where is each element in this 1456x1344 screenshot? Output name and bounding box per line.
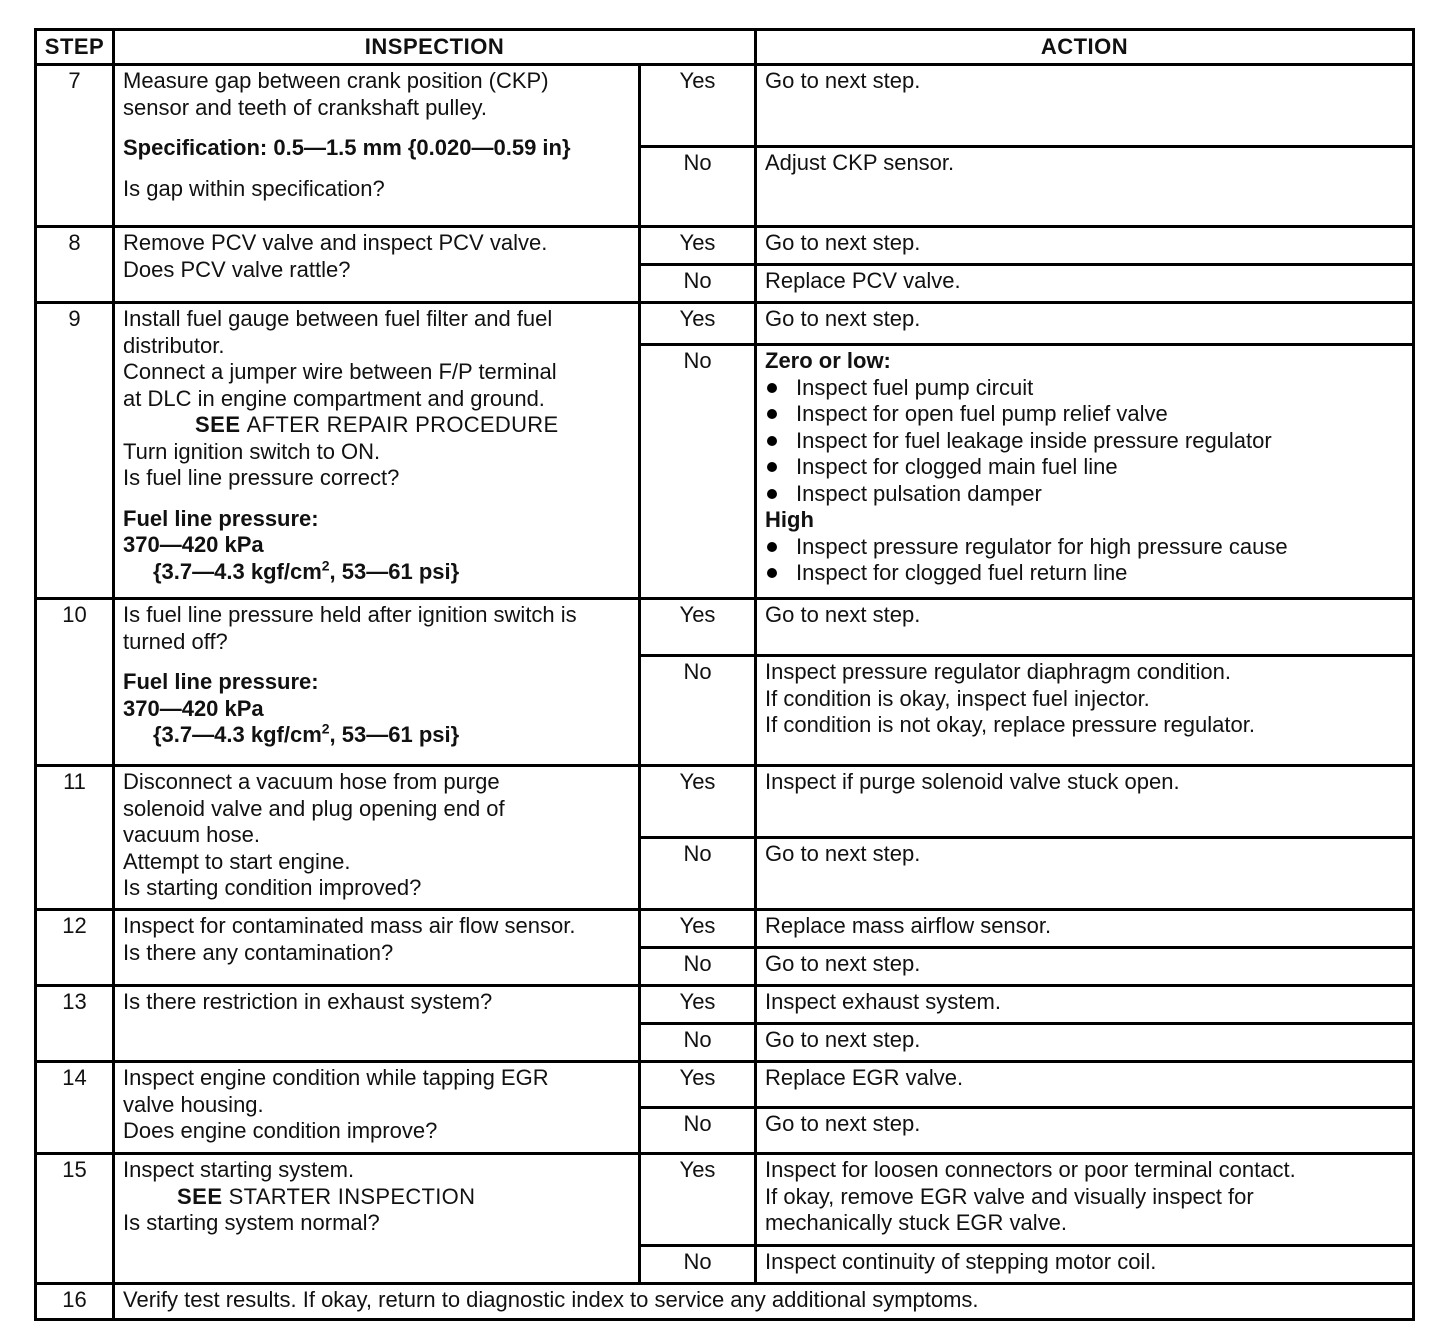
yes-action: Go to next step. xyxy=(756,599,1414,656)
no-action: Inspect continuity of stepping motor coil. xyxy=(756,1246,1414,1284)
step-8-yes-row xyxy=(36,227,1414,265)
yes-label: Yes xyxy=(640,1062,756,1108)
bullet-icon xyxy=(767,542,777,552)
yes-action: Replace EGR valve. xyxy=(756,1062,1414,1108)
inspection-cell xyxy=(114,1154,640,1284)
inspection-text: Attempt to start engine. xyxy=(123,848,351,874)
yes-label: Yes xyxy=(640,1154,756,1246)
list-item: Inspect pulsation damper xyxy=(765,481,1404,508)
bullet-icon xyxy=(767,489,777,499)
list-item: Inspect fuel pump circuit xyxy=(765,375,1404,402)
see-keyword: SEE xyxy=(177,1183,223,1209)
bullet-icon xyxy=(767,568,777,578)
yes-action: Go to next step. xyxy=(756,227,1414,265)
step-number: 14 xyxy=(36,1062,114,1154)
no-action: Replace PCV valve. xyxy=(756,265,1414,303)
inspection-text: sensor and teeth of crankshaft pulley. xyxy=(123,94,488,120)
inspection-question: Does engine condition improve? xyxy=(123,1118,438,1143)
no-label: No xyxy=(640,948,756,986)
inspection-text: Inspect for contaminated mass air flow sensor. xyxy=(123,913,576,938)
step-15-yes-row xyxy=(36,1154,1414,1246)
inspection-text: distributor. xyxy=(123,332,225,358)
inspection-text: Inspect starting system. xyxy=(123,1157,355,1182)
step-11-yes-row xyxy=(36,766,1414,838)
list-item: Inspect for clogged fuel return line xyxy=(765,560,1404,587)
inspection-cell xyxy=(114,910,640,986)
diagnostic-procedure-sheet xyxy=(34,28,1412,1321)
see-reference-title[interactable]: AFTER REPAIR PROCEDURE xyxy=(246,412,559,437)
inspection-cell: Is there restriction in exhaust system? xyxy=(114,986,640,1062)
fuel-pressure-label: Fuel line pressure: xyxy=(123,505,319,531)
step-13-yes-row xyxy=(36,986,1414,1024)
inspection-text: Turn ignition switch to ON. xyxy=(123,438,381,464)
inspection-text: at DLC in engine compartment and ground. xyxy=(123,385,545,411)
yes-label: Yes xyxy=(640,303,756,345)
step-number: 13 xyxy=(36,986,114,1062)
step-number: 7 xyxy=(36,65,114,227)
step-10-yes-row xyxy=(36,599,1414,656)
no-label: No xyxy=(640,656,756,766)
inspection-cell xyxy=(114,766,640,910)
fuel-pressure-label: Fuel line pressure: xyxy=(123,669,319,694)
no-action: Adjust CKP sensor. xyxy=(756,147,1414,227)
no-label: No xyxy=(640,265,756,303)
high-list xyxy=(765,534,1404,587)
bullet-icon xyxy=(767,462,777,472)
no-label: No xyxy=(640,147,756,227)
see-keyword: SEE xyxy=(195,412,241,437)
no-action: Go to next step. xyxy=(756,1024,1414,1062)
step-7-yes-row xyxy=(36,65,1414,147)
see-reference-title[interactable]: STARTER INSPECTION xyxy=(228,1183,476,1209)
no-label: No xyxy=(640,838,756,910)
inspection-question: turned off? xyxy=(123,628,228,654)
no-action xyxy=(756,345,1414,599)
inspection-text: Install fuel gauge between fuel filter and fuel xyxy=(123,306,553,331)
inspection-cell xyxy=(114,65,640,227)
inspection-text: vacuum hose. xyxy=(123,822,260,847)
see-reference[interactable] xyxy=(123,412,630,439)
inspection-cell xyxy=(114,1062,640,1154)
zero-or-low-heading: Zero or low: xyxy=(765,348,891,373)
no-action: Go to next step. xyxy=(756,1108,1414,1154)
list-item: Inspect for fuel leakage inside pressure regulator xyxy=(765,428,1404,455)
inspection-question: Is fuel line pressure held after ignition switch is xyxy=(123,602,577,627)
inspection-question: Is there any contamination? xyxy=(123,939,394,965)
inspection-question: Is gap within specification? xyxy=(123,175,385,201)
inspection-text: Inspect engine condition while tapping EGR xyxy=(123,1065,549,1090)
step-number: 10 xyxy=(36,599,114,766)
inspection-cell xyxy=(114,599,640,766)
inspection-question: Is fuel line pressure correct? xyxy=(123,465,400,490)
step-number: 9 xyxy=(36,303,114,599)
fuel-pressure-value: 370—420 kPa xyxy=(123,695,264,721)
step-number: 15 xyxy=(36,1154,114,1284)
inspection-question: Does PCV valve rattle? xyxy=(123,256,351,282)
step-number: 12 xyxy=(36,910,114,986)
zero-or-low-list xyxy=(765,375,1404,508)
inspection-question: Is starting system normal? xyxy=(123,1210,380,1235)
list-item: Inspect pressure regulator for high pressure cause xyxy=(765,534,1404,561)
no-label: No xyxy=(640,1108,756,1154)
yes-action: Inspect for loosen connectors or poor terminal contact. If okay, remove EGR valve and visually inspect for mechanically stuck EGR valve. xyxy=(756,1154,1414,1246)
no-action: Go to next step. xyxy=(756,948,1414,986)
yes-action: Go to next step. xyxy=(756,303,1414,345)
inspection-text: Measure gap between crank position (CKP) xyxy=(123,68,549,93)
yes-label: Yes xyxy=(640,910,756,948)
inspection-cell xyxy=(114,227,640,303)
yes-label: Yes xyxy=(640,65,756,147)
diagnostic-table xyxy=(34,28,1415,1321)
yes-label: Yes xyxy=(640,227,756,265)
step-16-row xyxy=(36,1284,1414,1320)
final-instruction: Verify test results. If okay, return to diagnostic index to service any additional symptoms. xyxy=(114,1284,1414,1320)
yes-action: Inspect exhaust system. xyxy=(756,986,1414,1024)
yes-action: Replace mass airflow sensor. xyxy=(756,910,1414,948)
bullet-icon xyxy=(767,436,777,446)
yes-action: Inspect if purge solenoid valve stuck open. xyxy=(756,766,1414,838)
no-label: No xyxy=(640,1246,756,1284)
inspection-text: Connect a jumper wire between F/P terminal xyxy=(123,359,557,384)
step-header: STEP xyxy=(36,30,114,65)
action-header: ACTION xyxy=(756,30,1414,65)
no-action: Inspect pressure regulator diaphragm condition. If condition is okay, inspect fuel injector. If condition is not okay, replace pressure regulator. xyxy=(756,656,1414,766)
header-row xyxy=(36,30,1414,65)
inspection-cell xyxy=(114,303,640,599)
inspection-question: Is starting condition improved? xyxy=(123,875,422,900)
fuel-pressure-conversion: {3.7—4.3 kgf/$cm^2$, 53—61 psi} xyxy=(153,720,460,747)
step-number: 8 xyxy=(36,227,114,303)
yes-label: Yes xyxy=(640,599,756,656)
yes-label: Yes xyxy=(640,766,756,838)
step-number: 16 xyxy=(36,1284,114,1320)
step-number: 11 xyxy=(36,766,114,910)
see-reference[interactable] xyxy=(123,1184,630,1211)
specification: Specification: 0.5—1.5 mm {0.020—0.59 in} xyxy=(123,135,571,160)
list-item: Inspect for clogged main fuel line xyxy=(765,454,1404,481)
no-label: No xyxy=(640,1024,756,1062)
inspection-text: solenoid valve and plug opening end of xyxy=(123,795,505,821)
step-9-yes-row xyxy=(36,303,1414,345)
bullet-icon xyxy=(767,383,777,393)
bullet-icon xyxy=(767,409,777,419)
fuel-pressure-conversion: {3.7—4.3 kgf/$cm^2$, 53—61 psi} xyxy=(153,557,460,584)
no-label: No xyxy=(640,345,756,599)
inspection-header: INSPECTION xyxy=(114,30,756,65)
yes-action: Go to next step. xyxy=(756,65,1414,147)
fuel-pressure-value: 370—420 kPa xyxy=(123,532,264,557)
high-heading: High xyxy=(765,507,814,532)
step-12-yes-row xyxy=(36,910,1414,948)
inspection-text: Remove PCV valve and inspect PCV valve. xyxy=(123,230,548,255)
yes-label: Yes xyxy=(640,986,756,1024)
list-item: Inspect for open fuel pump relief valve xyxy=(765,401,1404,428)
step-14-yes-row xyxy=(36,1062,1414,1108)
inspection-text: valve housing. xyxy=(123,1091,264,1117)
inspection-text: Disconnect a vacuum hose from purge xyxy=(123,769,500,794)
no-action: Go to next step. xyxy=(756,838,1414,910)
